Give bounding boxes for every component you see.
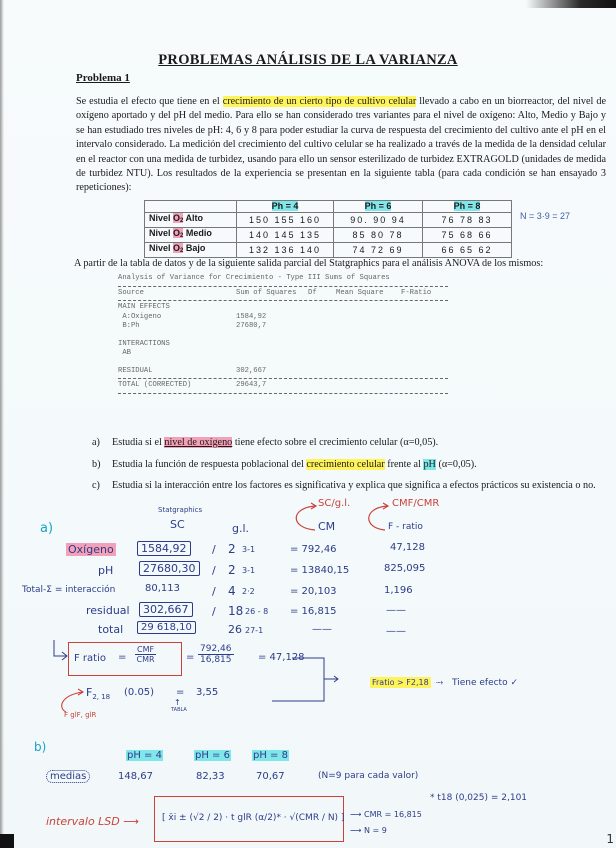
anova-row	[118, 313, 448, 323]
arrow-note-cmf-cmr: CMF/CMR	[392, 498, 440, 509]
question-label: b)	[92, 459, 101, 470]
table-header-ph6	[334, 201, 423, 213]
divider	[118, 300, 448, 301]
highlighted-text: nivel de oxígeno	[164, 437, 233, 448]
divider	[118, 378, 448, 379]
f-table-alpha: (0.05)	[124, 687, 155, 698]
question-text: Estudia si la interacción entre los factores es significativa y explica que significa a efectos prácticos su existencia o no.	[112, 480, 596, 491]
header-label: Ph = 8	[453, 201, 481, 211]
highlight	[173, 243, 183, 253]
page-title: PROBLEMAS ANÁLISIS DE LA VARIANZA	[158, 52, 458, 68]
text: Nivel	[149, 243, 174, 253]
cell: 75 68 66	[423, 228, 512, 243]
text: Nivel	[149, 213, 174, 223]
ph-label: pH = 6	[195, 750, 230, 761]
header-label: Ph = 4	[271, 201, 299, 211]
table-header-empty	[145, 201, 237, 213]
t-note: * t18 (0,025) = 2,101	[430, 793, 528, 803]
n-value: ⟶ N = 9	[350, 826, 387, 835]
up-arrow-icon: ↑	[174, 698, 181, 707]
source: A:Oxigeno	[118, 312, 162, 321]
problem-heading: Problema 1	[76, 72, 130, 84]
cell: 90. 90 94	[334, 213, 423, 228]
source: B:Ph	[118, 322, 140, 330]
source: AB	[118, 349, 131, 357]
row-label	[145, 213, 237, 228]
sc-value: 80,113	[145, 583, 180, 594]
cell: 140 145 135	[237, 228, 334, 243]
f-value: 825,095	[384, 563, 426, 574]
f-table-value: 3,55	[196, 687, 219, 698]
ss: 302,667	[236, 366, 267, 375]
curved-arrows-icon	[285, 500, 425, 534]
equals: =	[186, 652, 195, 663]
col-gl: g.l.	[232, 522, 250, 535]
anova-row	[118, 322, 448, 332]
highlighted-text: crecimiento de un cierto tipo de cultivo celular	[222, 96, 417, 107]
main-effects-label: MAIN EFFECTS	[118, 303, 170, 311]
divider-slash: /	[212, 605, 216, 618]
media-value: 148,67	[118, 771, 153, 782]
arrow-note-sc-gl: SC/g.l.	[318, 498, 351, 509]
interactions-label: INTERACTIONS	[118, 339, 170, 348]
ph-label: pH = 8	[253, 750, 288, 761]
f-ratio-label: F ratio	[74, 653, 106, 664]
gl-calc: 3-1	[242, 545, 256, 554]
handwritten-b-label: b)	[34, 740, 47, 754]
statgraphics-note: Statgraphics	[158, 506, 203, 514]
bracket-icon	[272, 655, 352, 705]
anova-output	[118, 274, 448, 396]
text: Se estudia el efecto que tiene en el	[76, 96, 223, 107]
col-source: Source	[118, 288, 144, 297]
numerator: 792,46	[200, 644, 232, 654]
scan-shadow	[526, 0, 616, 8]
n-note: (N=9 para cada valor)	[318, 771, 419, 781]
cm-value: ——	[312, 624, 332, 635]
lsd-formula: [ x̄i ± (√2 / 2) · t glR (α/2)* · √(CMR / N) ]	[162, 813, 345, 823]
cell: 76 78 83	[423, 213, 512, 228]
text: O	[173, 228, 181, 238]
cell: 150 155 160	[237, 213, 334, 228]
anova-row	[118, 367, 448, 377]
cell: 85 80 78	[334, 228, 423, 243]
handwritten-n-note: N = 3·9 = 27	[520, 211, 571, 221]
source: RESIDUAL	[118, 366, 153, 375]
text: Bajo	[183, 243, 206, 253]
question-a	[92, 436, 602, 449]
row-label	[145, 228, 237, 243]
question-label: a)	[92, 437, 100, 448]
gl-value: 4	[228, 584, 236, 598]
source: TOTAL (CORRECTED)	[118, 381, 192, 389]
text: 2	[180, 248, 184, 254]
text: (α=0,05).	[435, 459, 477, 470]
lsd-label: intervalo LSD ⟶	[46, 815, 140, 828]
fraction-cmf-cmr	[135, 645, 156, 664]
col-sc: SC	[170, 518, 185, 531]
fraction-values	[198, 644, 234, 665]
anova-intro: A partir de la tabla de datos y de la siguiente salida parcial del Statgraphics para el análisis ANOVA de los mismos:	[74, 258, 544, 269]
text: tiene efecto sobre el crecimiento celular (α=0,05).	[232, 437, 439, 448]
media-value: 70,67	[256, 771, 285, 782]
sc-value: 29 618,10	[137, 621, 196, 634]
text: Estudia si el	[112, 437, 165, 448]
f-value: ——	[386, 605, 406, 616]
text: Medio	[183, 228, 212, 238]
f-value: 47,128	[390, 542, 425, 553]
anova-row	[118, 381, 448, 391]
gl-value: 2	[228, 542, 236, 556]
red-curved-arrow-icon	[56, 686, 86, 716]
text: llevado a cabo en un biorreactor, del nivel de oxígeno aportado y del pH del medio. Para ello se han considerado tres variantes para el nivel de oxígeno: Alto, Medio y Bajo y se han estudiado tres niveles de pH: 4, 6 y 8 para poder estudiar la curva de respuesta del crecimiento del cultivo ante el pH en el intervalo considerado. La medición del crecimiento del cultivo celular se ha realizado a través de la medida de la densidad celular en el reactor con una medida de turbidez, usando para ello un sensor esterilizado de turbidez EXTRAGOLD (unidades de medida de turbidez NTU). Los resultados de la experiencia se presentan en la siguiente tabla (para cada condición se han ensayado 3 repeticiones):	[76, 96, 606, 194]
header-label: Ph = 6	[364, 201, 392, 211]
text: 2	[180, 233, 184, 239]
row-label-residual: residual	[86, 604, 130, 617]
text: O	[173, 243, 181, 253]
question-c	[92, 479, 602, 492]
fraction	[135, 645, 156, 664]
scan-edge	[0, 0, 4, 848]
ss: 29643,7	[236, 381, 267, 389]
denominator: 16,815	[200, 655, 232, 665]
gl-calc: 27-1	[245, 626, 264, 635]
gl-calc: 3-1	[242, 566, 256, 575]
text: F	[86, 686, 93, 699]
fraction	[198, 644, 234, 665]
f-result: = 47,128	[258, 652, 305, 663]
divider-slash: /	[212, 564, 216, 577]
tabla-note: TABLA	[171, 707, 187, 713]
text: Nivel	[149, 228, 174, 238]
highlight	[173, 228, 183, 238]
col-f: F - ratio	[388, 522, 423, 532]
divider-slash: /	[212, 543, 216, 556]
conclusion-highlight: Fratio > F2,18	[372, 678, 429, 687]
anova-header	[118, 289, 448, 299]
medias-label: medias	[46, 770, 90, 783]
cm-value: = 792,46	[290, 544, 337, 555]
equals: =	[176, 687, 185, 698]
f-value: ——	[386, 626, 406, 637]
col-df: Df	[308, 288, 317, 297]
numerator: CMF	[137, 645, 155, 654]
sc-value: 27680,30	[139, 561, 200, 576]
divider-slash: /	[212, 585, 216, 598]
table-header-ph4	[237, 201, 334, 213]
text: O	[173, 213, 181, 223]
question-text	[112, 458, 602, 471]
cm-value: = 20,103	[290, 586, 337, 597]
text: frente al	[384, 459, 424, 470]
ss: 1584,92	[236, 312, 267, 321]
scan-corner	[0, 834, 14, 848]
cell: 66 65 62	[423, 243, 512, 258]
col-f: F-Ratio	[401, 288, 432, 297]
divider	[118, 286, 448, 287]
media-value: 82,33	[196, 771, 225, 782]
table-row	[145, 213, 512, 228]
return-arrow-icon	[50, 640, 70, 662]
gl-value: 18	[228, 604, 244, 618]
text: Alto	[183, 213, 204, 223]
arrow-icon: ⤑	[436, 678, 444, 688]
divider	[118, 393, 448, 394]
question-b	[92, 458, 602, 471]
anova-title: Analysis of Variance for Crecimiento - Type III Sums of Squares	[118, 274, 390, 282]
question-label: c)	[92, 480, 100, 491]
row-label-oxigeno: Oxígeno	[68, 543, 114, 556]
question-text	[112, 436, 602, 449]
ph-label: pH = 4	[127, 750, 162, 761]
denominator: CMR	[136, 655, 155, 664]
cm-value: = 13840,15	[290, 565, 350, 576]
table-row	[145, 243, 512, 258]
gl-calc: 26 - 8	[245, 607, 269, 616]
equals: =	[118, 652, 127, 663]
text: 2	[180, 218, 184, 224]
gl-calc: 2·2	[242, 587, 255, 596]
cell: 74 72 69	[334, 243, 423, 258]
f-value: 1,196	[384, 585, 413, 596]
text: Estudia la función de respuesta poblacional del	[112, 459, 307, 470]
data-table	[144, 200, 512, 258]
sc-value: 302,667	[139, 602, 193, 617]
conclusion: Tiene efecto ✓	[452, 678, 518, 688]
col-cm: CM	[318, 520, 336, 533]
page-number: 1	[606, 832, 614, 846]
row-label	[145, 243, 237, 258]
handwritten-a-label: a)	[40, 521, 54, 536]
highlighted-text: pH	[423, 459, 436, 470]
gl-value: 26	[228, 623, 242, 636]
col-ms: Mean Square	[336, 288, 384, 297]
table-row	[145, 228, 512, 243]
col-ss: Sum of Squares	[236, 288, 297, 297]
gl-value: 2	[228, 563, 236, 577]
row-label-ph: pH	[98, 564, 114, 577]
highlighted-text: crecimiento celular	[306, 459, 385, 470]
highlight	[173, 213, 183, 223]
row-label-interaccion: Total-Σ = interacción	[22, 585, 116, 595]
row-label-total: total	[98, 623, 124, 636]
problem-statement	[76, 95, 606, 196]
cm-value: = 16,815	[290, 606, 337, 617]
anova-row	[118, 349, 448, 359]
cell: 132 136 140	[237, 243, 334, 258]
table-header-ph8	[423, 201, 512, 213]
f-def-note: F glF, glR	[64, 711, 97, 719]
text: 2, 18	[92, 693, 111, 701]
cmr-note: ⟶ CMR = 16,815	[350, 810, 422, 819]
sc-value: 1584,92	[137, 541, 191, 556]
ss: 27680,7	[236, 322, 267, 330]
f-table	[86, 686, 110, 701]
